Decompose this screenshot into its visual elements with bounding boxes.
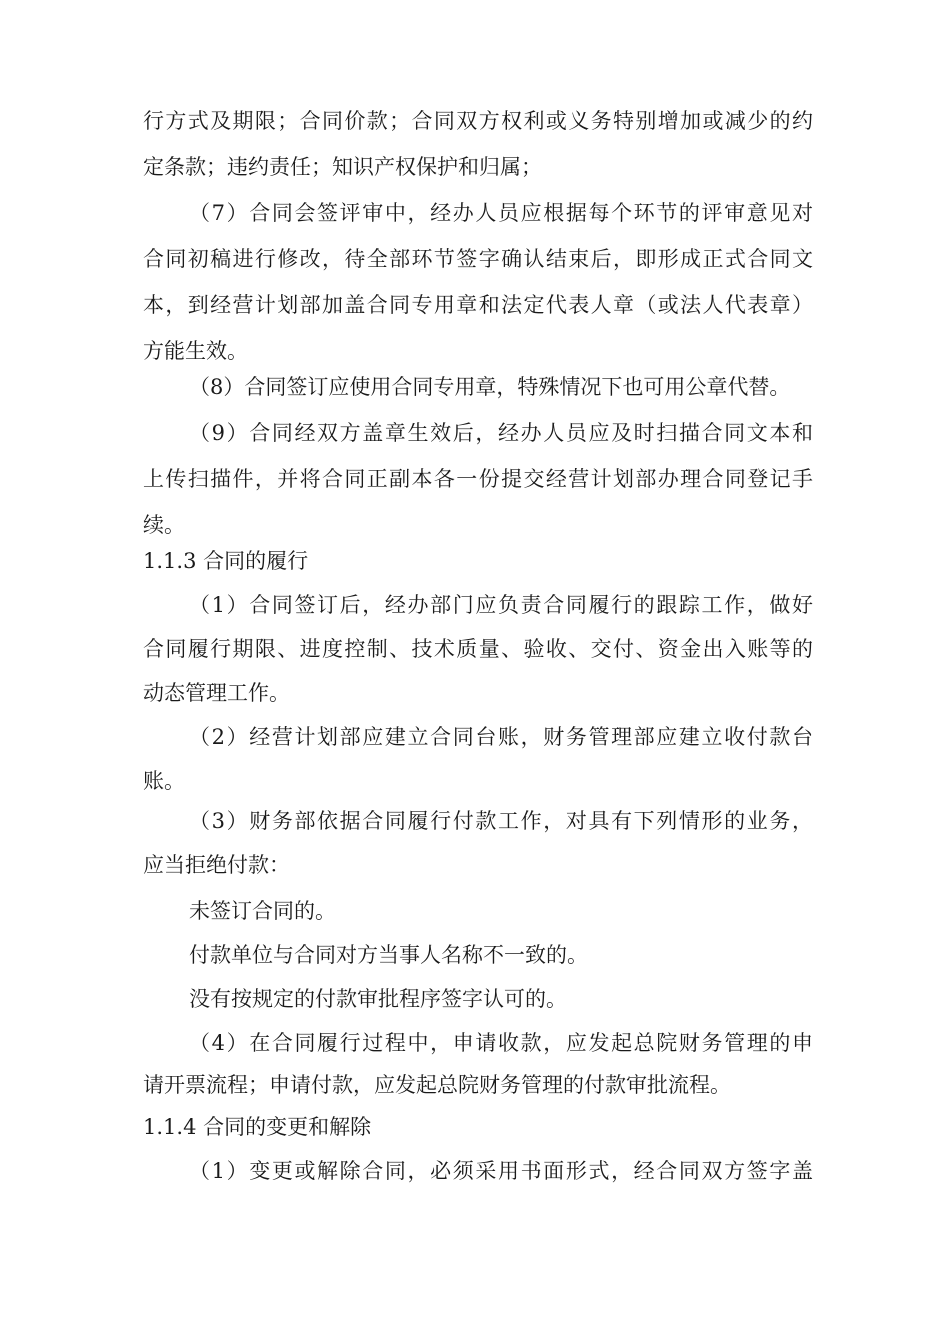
paragraph-line: 动态管理工作。 [143,681,290,705]
list-item: 没有按规定的付款审批程序签字认可的。 [189,987,567,1011]
paragraph-line: （3）财务部依据合同履行付款工作，对具有下列情形的业务， [189,809,813,833]
paragraph-line: 账。 [143,769,185,793]
list-item: 未签订合同的。 [189,899,336,923]
paragraph-line: （4）在合同履行过程中，申请收款，应发起总院财务管理的申 [189,1031,813,1055]
paragraph-line: （7）合同会签评审中，经办人员应根据每个环节的评审意见对 [189,201,813,225]
paragraph-line: 请开票流程；申请付款，应发起总院财务管理的付款审批流程。 [143,1073,731,1097]
section-heading: 1.1.3 合同的履行 [143,549,309,573]
paragraph-line: 本，到经营计划部加盖合同专用章和法定代表人章（或法人代表章） [143,293,813,317]
paragraph-line: 行方式及期限；合同价款；合同双方权利或义务特别增加或减少的约 [143,109,813,133]
paragraph-line: 应当拒绝付款： [143,853,290,877]
section-heading: 1.1.4 合同的变更和解除 [143,1115,372,1139]
paragraph-line: 续。 [143,513,185,537]
paragraph-line: 合同履行期限、进度控制、技术质量、验收、交付、资金出入账等的 [143,637,813,661]
paragraph-line: 合同初稿进行修改，待全部环节签字确认结束后，即形成正式合同文 [143,247,813,271]
paragraph-line: 上传扫描件，并将合同正副本各一份提交经营计划部办理合同登记手 [143,467,813,491]
paragraph-line: （2）经营计划部应建立合同台账，财务管理部应建立收付款台 [189,725,813,749]
paragraph-line: （8）合同签订应使用合同专用章，特殊情况下也可用公章代替。 [189,375,791,399]
paragraph-line: （1）变更或解除合同，必须采用书面形式，经合同双方签字盖 [189,1159,813,1183]
paragraph-line: 定条款；违约责任；知识产权保护和归属； [143,155,542,179]
paragraph-line: 方能生效。 [143,339,248,363]
paragraph-line: （9）合同经双方盖章生效后，经办人员应及时扫描合同文本和 [189,421,813,445]
list-item: 付款单位与合同对方当事人名称不一致的。 [189,943,588,967]
paragraph-line: （1）合同签订后，经办部门应负责合同履行的跟踪工作，做好 [189,593,813,617]
